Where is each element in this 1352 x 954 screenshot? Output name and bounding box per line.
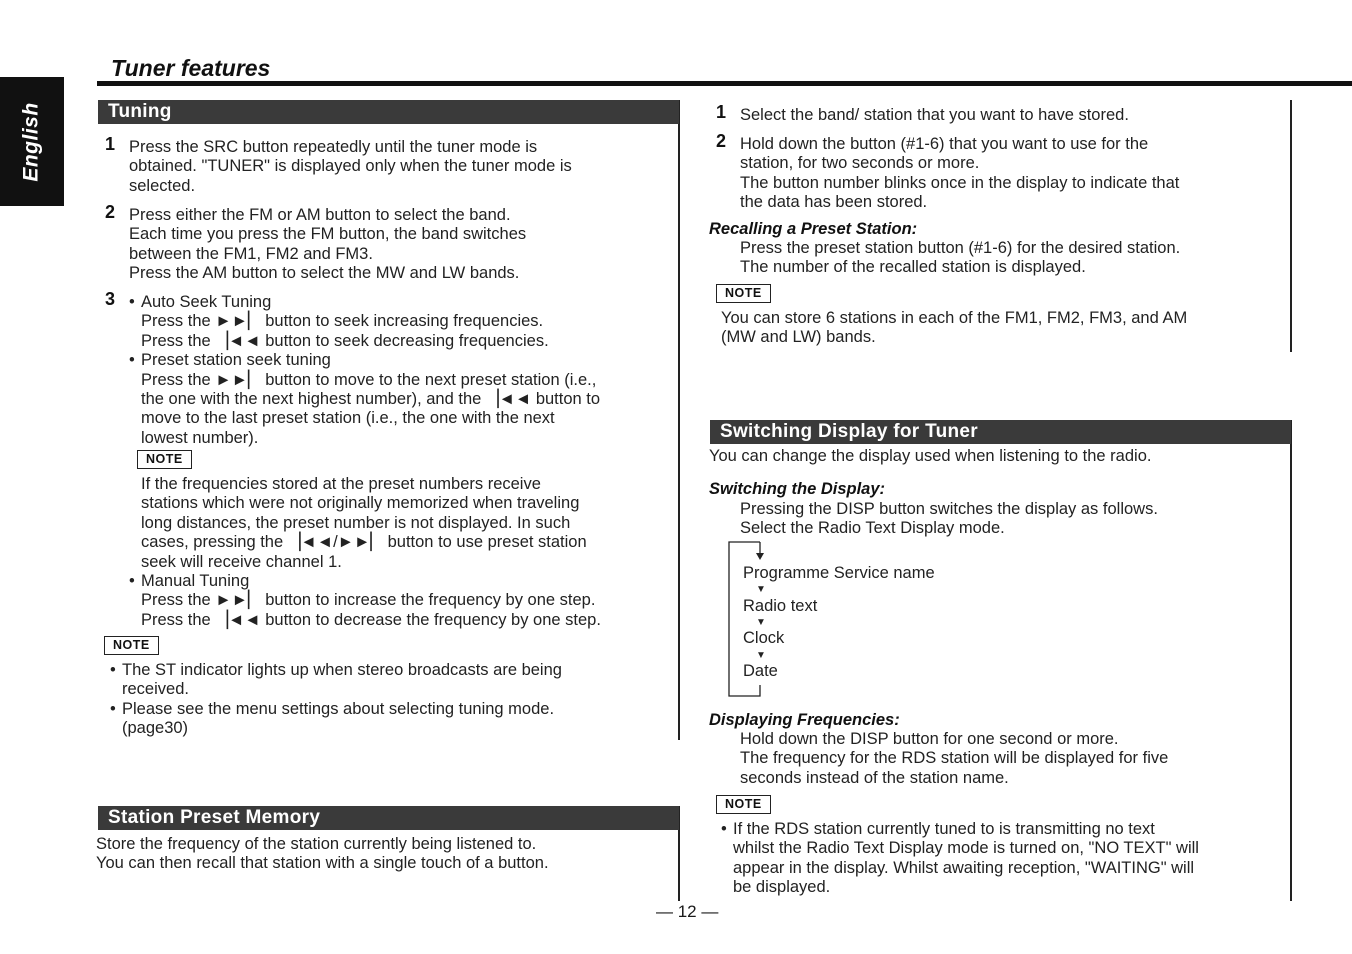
step-number: 1 xyxy=(716,102,727,122)
text-line: The ST indicator lights up when stereo broadcasts are being xyxy=(122,661,562,679)
text-line: whilst the Radio Text Display mode is turned on, "NO TEXT" will xyxy=(733,839,1199,858)
bullet-item: • Auto Seek Tuning xyxy=(129,293,272,311)
bullet-item: • The ST indicator lights up when stereo broadcasts are being xyxy=(110,661,562,679)
step-number: 1 xyxy=(105,134,116,154)
text-line: between the FM1, FM2 and FM3. xyxy=(129,244,373,263)
down-arrow-icon: ▼ xyxy=(756,584,766,595)
text-line: selected. xyxy=(129,176,196,195)
recall-subheading: Recalling a Preset Station: xyxy=(709,220,918,238)
cycle-item: Radio text xyxy=(743,597,818,615)
text-line: Please see the menu settings about selecting tuning mode. xyxy=(122,699,555,718)
text-line: long distances, the preset number is not displayed. In such xyxy=(141,513,571,532)
switch-display-heading: Switching Display for Tuner xyxy=(710,420,1291,444)
text-line: Each time you press the FM button, the band switches xyxy=(129,225,527,244)
preset-step2-text xyxy=(740,135,1179,213)
text-line: the data has been stored. xyxy=(740,193,928,212)
text-line: Press the ▕◄◄ button to decrease the frequency by one step. xyxy=(141,610,601,629)
text-line: You can then recall that station with a single touch of a button. xyxy=(96,853,549,872)
tuning-step3-text xyxy=(129,293,600,448)
text-line: Store the frequency of the station currently being listened to. xyxy=(96,835,537,853)
note-label: NOTE xyxy=(104,636,159,655)
preset-step1-text: Select the band/ station that you want to have stored. xyxy=(740,106,1129,124)
switch-note-text xyxy=(721,820,1199,898)
text-line: appear in the display. Whilst awaiting reception, "WAITING" will xyxy=(733,858,1195,877)
note-label: NOTE xyxy=(137,450,192,469)
recall-text xyxy=(740,239,1180,278)
manual-tuning-text xyxy=(129,572,601,630)
text-line: move to the last preset station (i.e., the one with the next xyxy=(141,409,555,428)
text-line: You can store 6 stations in each of the FM1, FM2, FM3, and AM xyxy=(721,309,1188,327)
text-line: (MW and LW) bands. xyxy=(721,328,876,347)
text-line: (page30) xyxy=(122,719,189,738)
text-line: lowest number). xyxy=(141,428,259,447)
text-line: station, for two seconds or more. xyxy=(740,154,980,173)
down-arrow-icon: ▼ xyxy=(756,617,766,628)
switch-subheading: Switching the Display: xyxy=(709,480,886,498)
preset-memory-heading: Station Preset Memory xyxy=(98,806,679,830)
switch-text xyxy=(740,500,1158,539)
down-arrow-icon: ▼ xyxy=(756,650,766,661)
text-line: Press either the FM or AM button to select the band. xyxy=(129,206,511,224)
note-label: NOTE xyxy=(716,795,771,814)
title-rule xyxy=(97,81,1352,86)
text-line: Hold down the DISP button for one second or more. xyxy=(740,730,1119,748)
text-line: The number of the recalled station is displayed. xyxy=(740,258,1086,277)
step-number: 2 xyxy=(716,131,727,151)
text-line: obtained. "TUNER" is displayed only when the tuner mode is xyxy=(129,157,572,176)
manual-tuning-title: Manual Tuning xyxy=(141,572,250,590)
right-border-bottom xyxy=(1290,420,1292,901)
step-number: 2 xyxy=(105,202,116,222)
note-label: NOTE xyxy=(716,284,771,303)
tuning-step2-text xyxy=(129,206,526,284)
text-line: Press the AM button to select the MW and LW bands. xyxy=(129,264,520,283)
cycle-item: Programme Service name xyxy=(743,564,935,582)
cycle-item: Date xyxy=(743,662,778,680)
tuning-bottom-note xyxy=(110,661,562,739)
frequency-subheading: Displaying Frequencies: xyxy=(709,711,900,729)
frequency-text xyxy=(740,730,1168,788)
text-line: cases, pressing the ▕◄◄/►►▏ button to use preset station xyxy=(141,533,587,552)
text-line: If the RDS station currently tuned to is transmitting no text xyxy=(733,820,1155,838)
page-number: — 12 — xyxy=(656,902,719,921)
text-line: Select the Radio Text Display mode. xyxy=(740,519,1005,538)
text-line: seconds instead of the station name. xyxy=(740,768,1009,787)
text-line: Press the ►►▏ button to increase the frequency by one step. xyxy=(141,591,596,610)
preset-memory-intro xyxy=(96,835,549,872)
text-line: The button number blinks once in the display to indicate that xyxy=(740,173,1180,192)
text-line: Hold down the button (#1-6) that you want to use for the xyxy=(740,135,1149,153)
language-tab xyxy=(0,77,64,206)
text-line: be displayed. xyxy=(733,878,831,897)
text-line: Press the SRC button repeatedly until the tuner mode is xyxy=(129,138,538,156)
text-line: Press the ▕◄◄ button to seek decreasing frequencies. xyxy=(141,331,549,350)
text-line: stations which were not originally memorized when traveling xyxy=(141,494,580,513)
right-border-top xyxy=(1290,100,1292,352)
bullet-item: • Preset station seek tuning xyxy=(129,351,331,370)
cycle-item: Clock xyxy=(743,629,785,647)
auto-seek-title: Auto Seek Tuning xyxy=(141,293,272,311)
text-line: the one with the next highest number), and the ▕◄◄ button to xyxy=(141,390,601,409)
preset-note-text xyxy=(141,475,587,572)
preset-note-text xyxy=(721,309,1187,348)
tuning-step1-text xyxy=(129,138,572,196)
bullet-item: • Please see the menu settings about selecting tuning mode. xyxy=(110,699,555,718)
tuning-heading: Tuning xyxy=(98,100,679,124)
text-line: Press the preset station button (#1-6) for the desired station. xyxy=(740,239,1181,257)
text-line: seek will receive channel 1. xyxy=(141,552,342,571)
switch-display-intro: You can change the display used when listening to the radio. xyxy=(709,447,1152,465)
page-title: Tuner features xyxy=(111,55,271,81)
text-line: The frequency for the RDS station will be displayed for five xyxy=(740,749,1169,768)
text-line: Press the ►►▏ button to seek increasing frequencies. xyxy=(141,312,544,331)
bullet-item: • If the RDS station currently tuned to is transmitting no text xyxy=(721,820,1155,838)
step-number: 3 xyxy=(105,289,116,309)
text-line: Press the ►►▏ button to move to the next preset station (i.e., xyxy=(141,370,597,389)
text-line: received. xyxy=(122,680,189,699)
text-line: If the frequencies stored at the preset numbers receive xyxy=(141,475,541,493)
preset-seek-title: Preset station seek tuning xyxy=(141,351,331,370)
bullet-item: • Manual Tuning xyxy=(129,572,250,590)
language-label: English xyxy=(20,101,43,182)
text-line: Pressing the DISP button switches the display as follows. xyxy=(740,500,1158,518)
column-divider-top xyxy=(678,100,680,740)
